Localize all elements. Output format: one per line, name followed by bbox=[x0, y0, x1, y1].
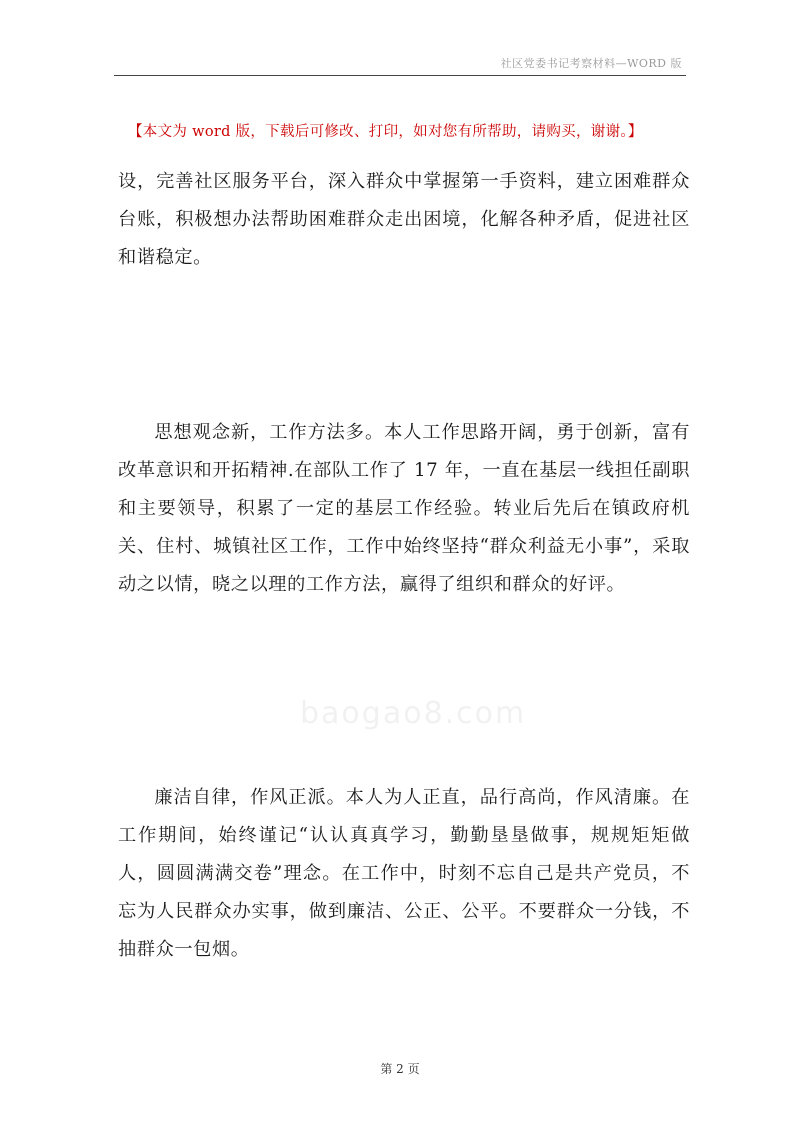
purchase-notice: 【本文为 word 版，下载后可修改、打印，如对您有所帮助，请购买，谢谢。】 bbox=[128, 124, 643, 140]
header-divider bbox=[114, 75, 686, 76]
watermark: baogao8.com bbox=[300, 696, 527, 731]
page-number: 第 2 页 bbox=[380, 1062, 420, 1076]
paragraph: 思想观念新，工作方法多。本人工作思路开阔，勇于创新，富有改革意识和开拓精神.在部队工作了 17 年，一直在基层一线担任副职和主要领导，积累了一定的基层工作经验。转业后先后在镇政府机关、住村、城镇社区工作，工作中始终坚持“群众利益无小事”，采取动之以情，晓之以理的工作方法，赢得了组织和群众的好评。 bbox=[118, 422, 690, 595]
paragraph: 设，完善社区服务平台，深入群众中掌握第一手资料，建立困难群众台账，积极想办法帮助困难群众走出困境，化解各种矛盾，促进社区和谐稳定。 bbox=[118, 171, 690, 268]
header-title: 社区党委书记考察材料—WORD 版 bbox=[500, 57, 682, 70]
paragraph: 廉洁自律，作风正派。本人为人正直，品行高尚，作风清廉。在工作期间，始终谨记“认认真真学习，勤勤垦垦做事，规规矩矩做人，圆圆满满交卷”理念。在工作中，时刻不忘自己是共产党员，不忘为人民群众办实事，做到廉洁、公正、公平。不要群众一分钱，不抽群众一包烟。 bbox=[118, 787, 690, 960]
